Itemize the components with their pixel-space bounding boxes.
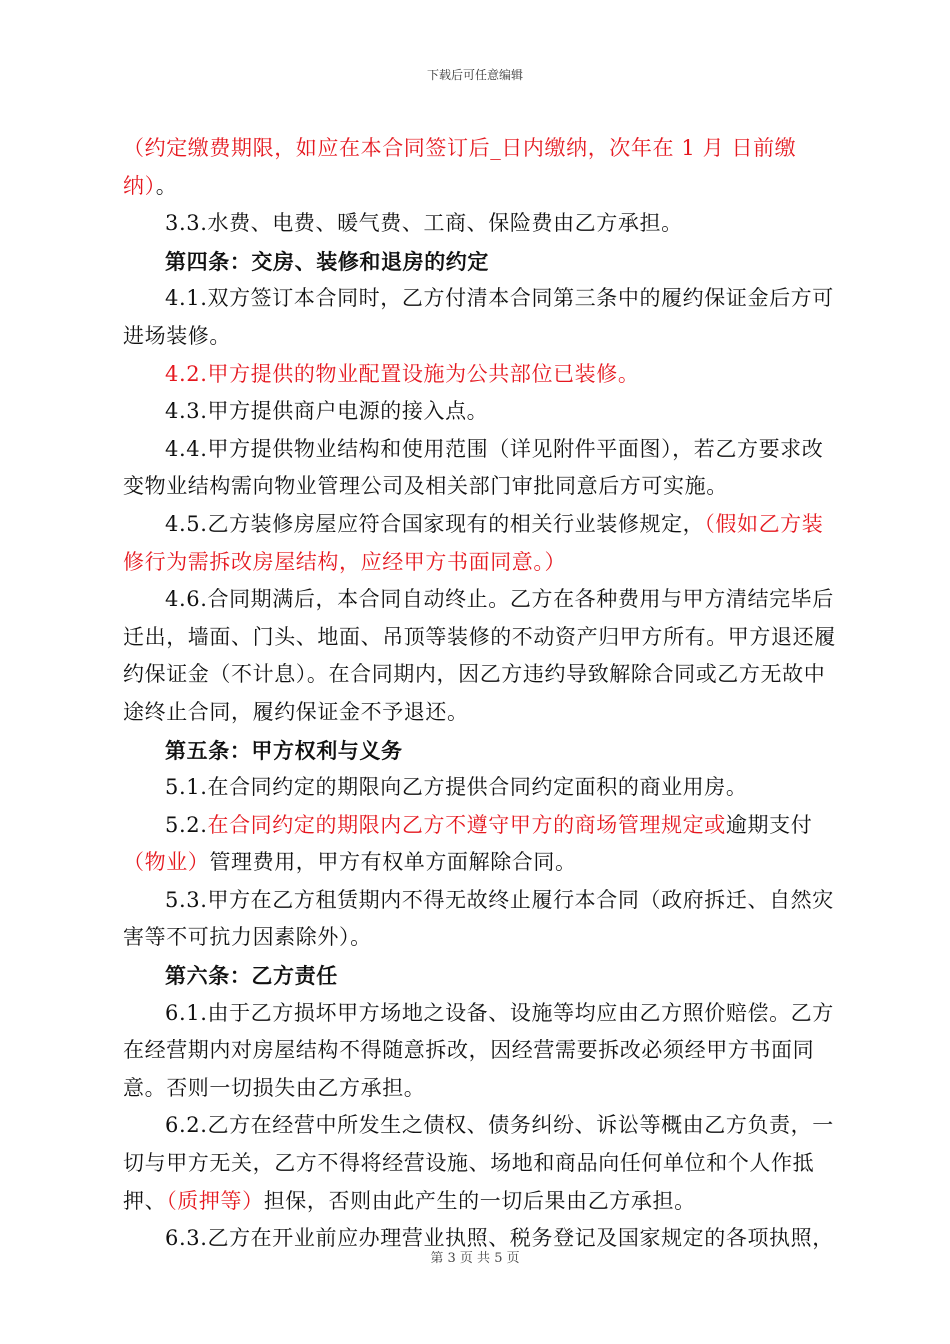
clause-4-5 <box>123 506 843 581</box>
clause-4-4 <box>123 431 843 506</box>
text-run: 4.6.合同期满后，本合同自动终止。乙方在各种费用与甲方清结完毕后迁出，墙面、门头、地面、吊顶等装修的不动资产归甲方所有。甲方退还履约保证金（不计息）。在合同期内，因乙方违约导致解除合同或乙方无故中途终止合同，履约保证金不予退还。 <box>123 587 836 724</box>
clause-4-6 <box>123 581 843 731</box>
highlighted-text: （物业） <box>123 850 210 875</box>
clause-5-2 <box>123 807 843 882</box>
clause-5-3 <box>123 882 843 957</box>
clause-6-1 <box>123 995 843 1108</box>
text-run: 5.1.在合同约定的期限向乙方提供合同约定面积的商业用房。 <box>165 775 748 800</box>
highlighted-text: 在合同约定的期限内乙方不遵守甲方的商场管理规定或 <box>207 812 726 837</box>
clause-5-1 <box>123 769 843 807</box>
section-heading: 第六条：乙方责任 <box>165 963 338 989</box>
section-heading: 第四条：交房、装修和退房的约定 <box>165 248 489 274</box>
text-run: 6.3.乙方在开业前应办理营业执照、税务登记及国家规定的各项执照， <box>165 1226 834 1251</box>
document-body <box>123 130 843 1258</box>
article-4-heading <box>123 243 843 281</box>
text-run: 5.2. <box>165 812 208 837</box>
text-run: 3.3.水费、电费、暖气费、工商、保险费由乙方承担。 <box>165 211 683 236</box>
highlighted-text: （假如乙方装修行为需拆改房屋结构，应经甲方书面同意。） <box>123 511 824 574</box>
section-heading: 第五条：甲方权利与义务 <box>165 737 403 763</box>
payment-deadline-note <box>123 130 843 205</box>
text-run: 管理费用，甲方有权单方面解除合同。 <box>209 850 577 875</box>
highlighted-text: （约定缴费期限，如应在本合同签订后_日内缴纳，次年在 1 月 日前缴纳） <box>123 136 797 198</box>
text-run: 4.4.甲方提供物业结构和使用范围（详见附件平面图），若乙方要求改变物业结构需向物业管理公司及相关部门审批同意后方可实施。 <box>123 436 824 499</box>
highlighted-text: （质押等） <box>166 1188 264 1213</box>
clause-4-1 <box>123 280 843 355</box>
text-run: 担保，否则由此产生的一切后果由乙方承担。 <box>263 1188 696 1213</box>
clause-6-2 <box>123 1107 843 1220</box>
clause-4-3 <box>123 393 843 431</box>
clause-3-3 <box>123 205 843 243</box>
highlighted-text: 4.2.甲方提供的物业配置设施为公共部位已装修。 <box>165 361 640 386</box>
text-run: 5.3.甲方在乙方租赁期内不得无故终止履行本合同（政府拆迁、自然灾害等不可抗力因素除外）。 <box>123 887 834 950</box>
text-run: 。 <box>155 173 178 198</box>
article-6-heading <box>123 957 843 995</box>
clause-4-2 <box>123 356 843 394</box>
text-run: 4.3.甲方提供商户电源的接入点。 <box>165 399 489 424</box>
article-5-heading <box>123 732 843 770</box>
text-run: 6.2.乙方在经营中所发生之债权、债务纠纷、诉讼等概由乙方负责，一切与甲方无关，乙方不得将经营设施、场地和商品向任何单位和个人作抵押、 <box>123 1113 834 1213</box>
page-header: 下载后可任意编辑 <box>426 68 523 82</box>
text-run: 逾期支付 <box>725 812 813 837</box>
text-run: 4.1.双方签订本合同时，乙方付清本合同第三条中的履约保证金后方可进场装修。 <box>123 286 834 348</box>
page-footer: 第 3 页 共 5 页 <box>430 1251 520 1266</box>
text-run: 6.1.由于乙方损坏甲方场地之设备、设施等均应由乙方照价赔偿。乙方在经营期内对房屋结构不得随意拆改，因经营需要拆改必须经甲方书面同意。否则一切损失由乙方承担。 <box>123 1000 834 1100</box>
text-run: 4.5.乙方装修房屋应符合国家现有的相关行业装修规定， <box>165 511 705 536</box>
